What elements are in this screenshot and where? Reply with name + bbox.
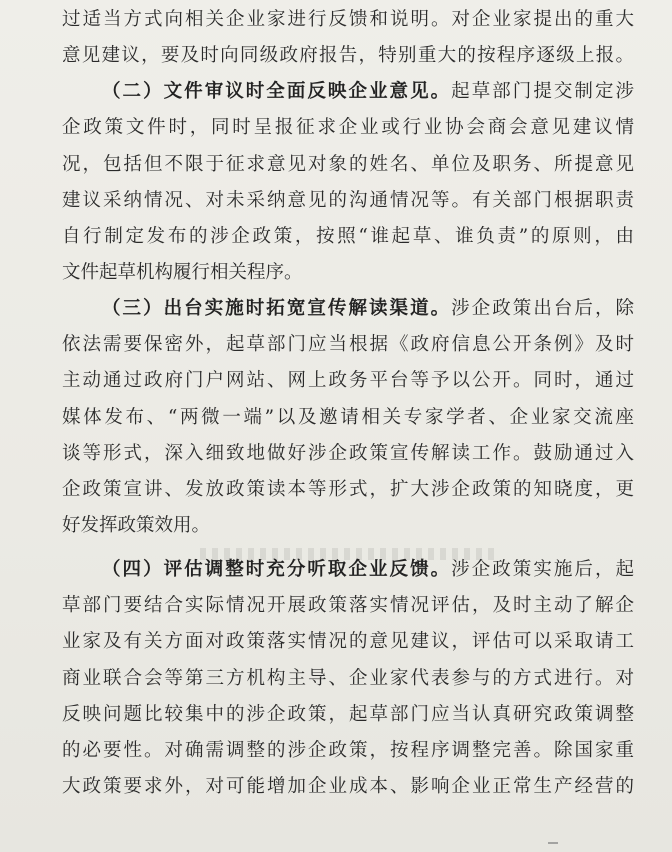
text-line: 过适当方式向相关企业家进行反馈和说明。对企业家提出的重大: [62, 9, 634, 30]
text-line: 草部门要结合实际情况开展政策落实情况评估，及时主动了解企: [62, 595, 634, 617]
text-line: 建议采纳情况、对未采纳意见的沟通情况等。有关部门根据职责: [62, 189, 634, 211]
text-line: 企政策文件时，同时呈报征求企业或行业协会商会意见建议情: [62, 117, 634, 139]
text-line: 媒体发布、“两微一端”以及邀请相关专家学者、企业家交流座: [62, 406, 634, 428]
text-line: 主动通过政府门户网站、网上政务平台等予以公开。同时，通过: [62, 370, 634, 392]
text-line: 好发挥政策效用。: [62, 514, 211, 536]
text-line: 业家及有关方面对政策落实情况的意见建议，评估可以采取请工: [62, 631, 634, 653]
section-heading-line: （二）文件审议时全面反映企业意见。起草部门提交制定涉: [102, 81, 634, 103]
text-line: 文件起草机构履行相关程序。: [62, 261, 303, 283]
section-heading: （四）评估调整时充分听取企业反馈。: [102, 559, 452, 581]
section-heading-line: （三）出台实施时拓宽宣传解读渠道。涉企政策出台后，除: [102, 298, 634, 320]
text-line: 的必要性。对确需调整的涉企政策，按程序调整完善。除国家重: [62, 739, 634, 761]
text-line: 大政策要求外，对可能增加企业成本、影响企业正常生产经营的: [62, 775, 634, 797]
section-heading: （三）出台实施时拓宽宣传解读渠道。: [102, 298, 452, 320]
page-mark: [548, 842, 558, 844]
document-body: [62, 2, 634, 805]
text-line: 反映问题比较集中的涉企政策，起草部门应当认真研究政策调整: [62, 703, 634, 725]
text-line: 企政策宣讲、发放政策读本等形式，扩大涉企政策的知晓度，更: [62, 478, 634, 500]
text-line: 自行制定发布的涉企政策，按照“谁起草、谁负责”的原则，由: [62, 225, 634, 247]
text-line: 谈等形式，深入细致地做好涉企政策宣传解读工作。鼓励通过入: [62, 442, 634, 464]
section-heading-line: （四）评估调整时充分听取企业反馈。涉企政策实施后，起: [102, 559, 634, 581]
text-line: 意见建议，要及时向同级政府报告，特别重大的按程序逐级上报。: [62, 45, 634, 67]
text-line: 商业联合会等第三方机构主导、企业家代表参与的方式进行。对: [62, 667, 634, 689]
section-heading: （二）文件审议时全面反映企业意见。: [102, 81, 452, 103]
text-line: 况，包括但不限于征求意见对象的姓名、单位及职务、所提意见: [62, 153, 634, 175]
text-line: 依法需要保密外，起草部门应当根据《政府信息公开条例》及时: [62, 334, 634, 356]
